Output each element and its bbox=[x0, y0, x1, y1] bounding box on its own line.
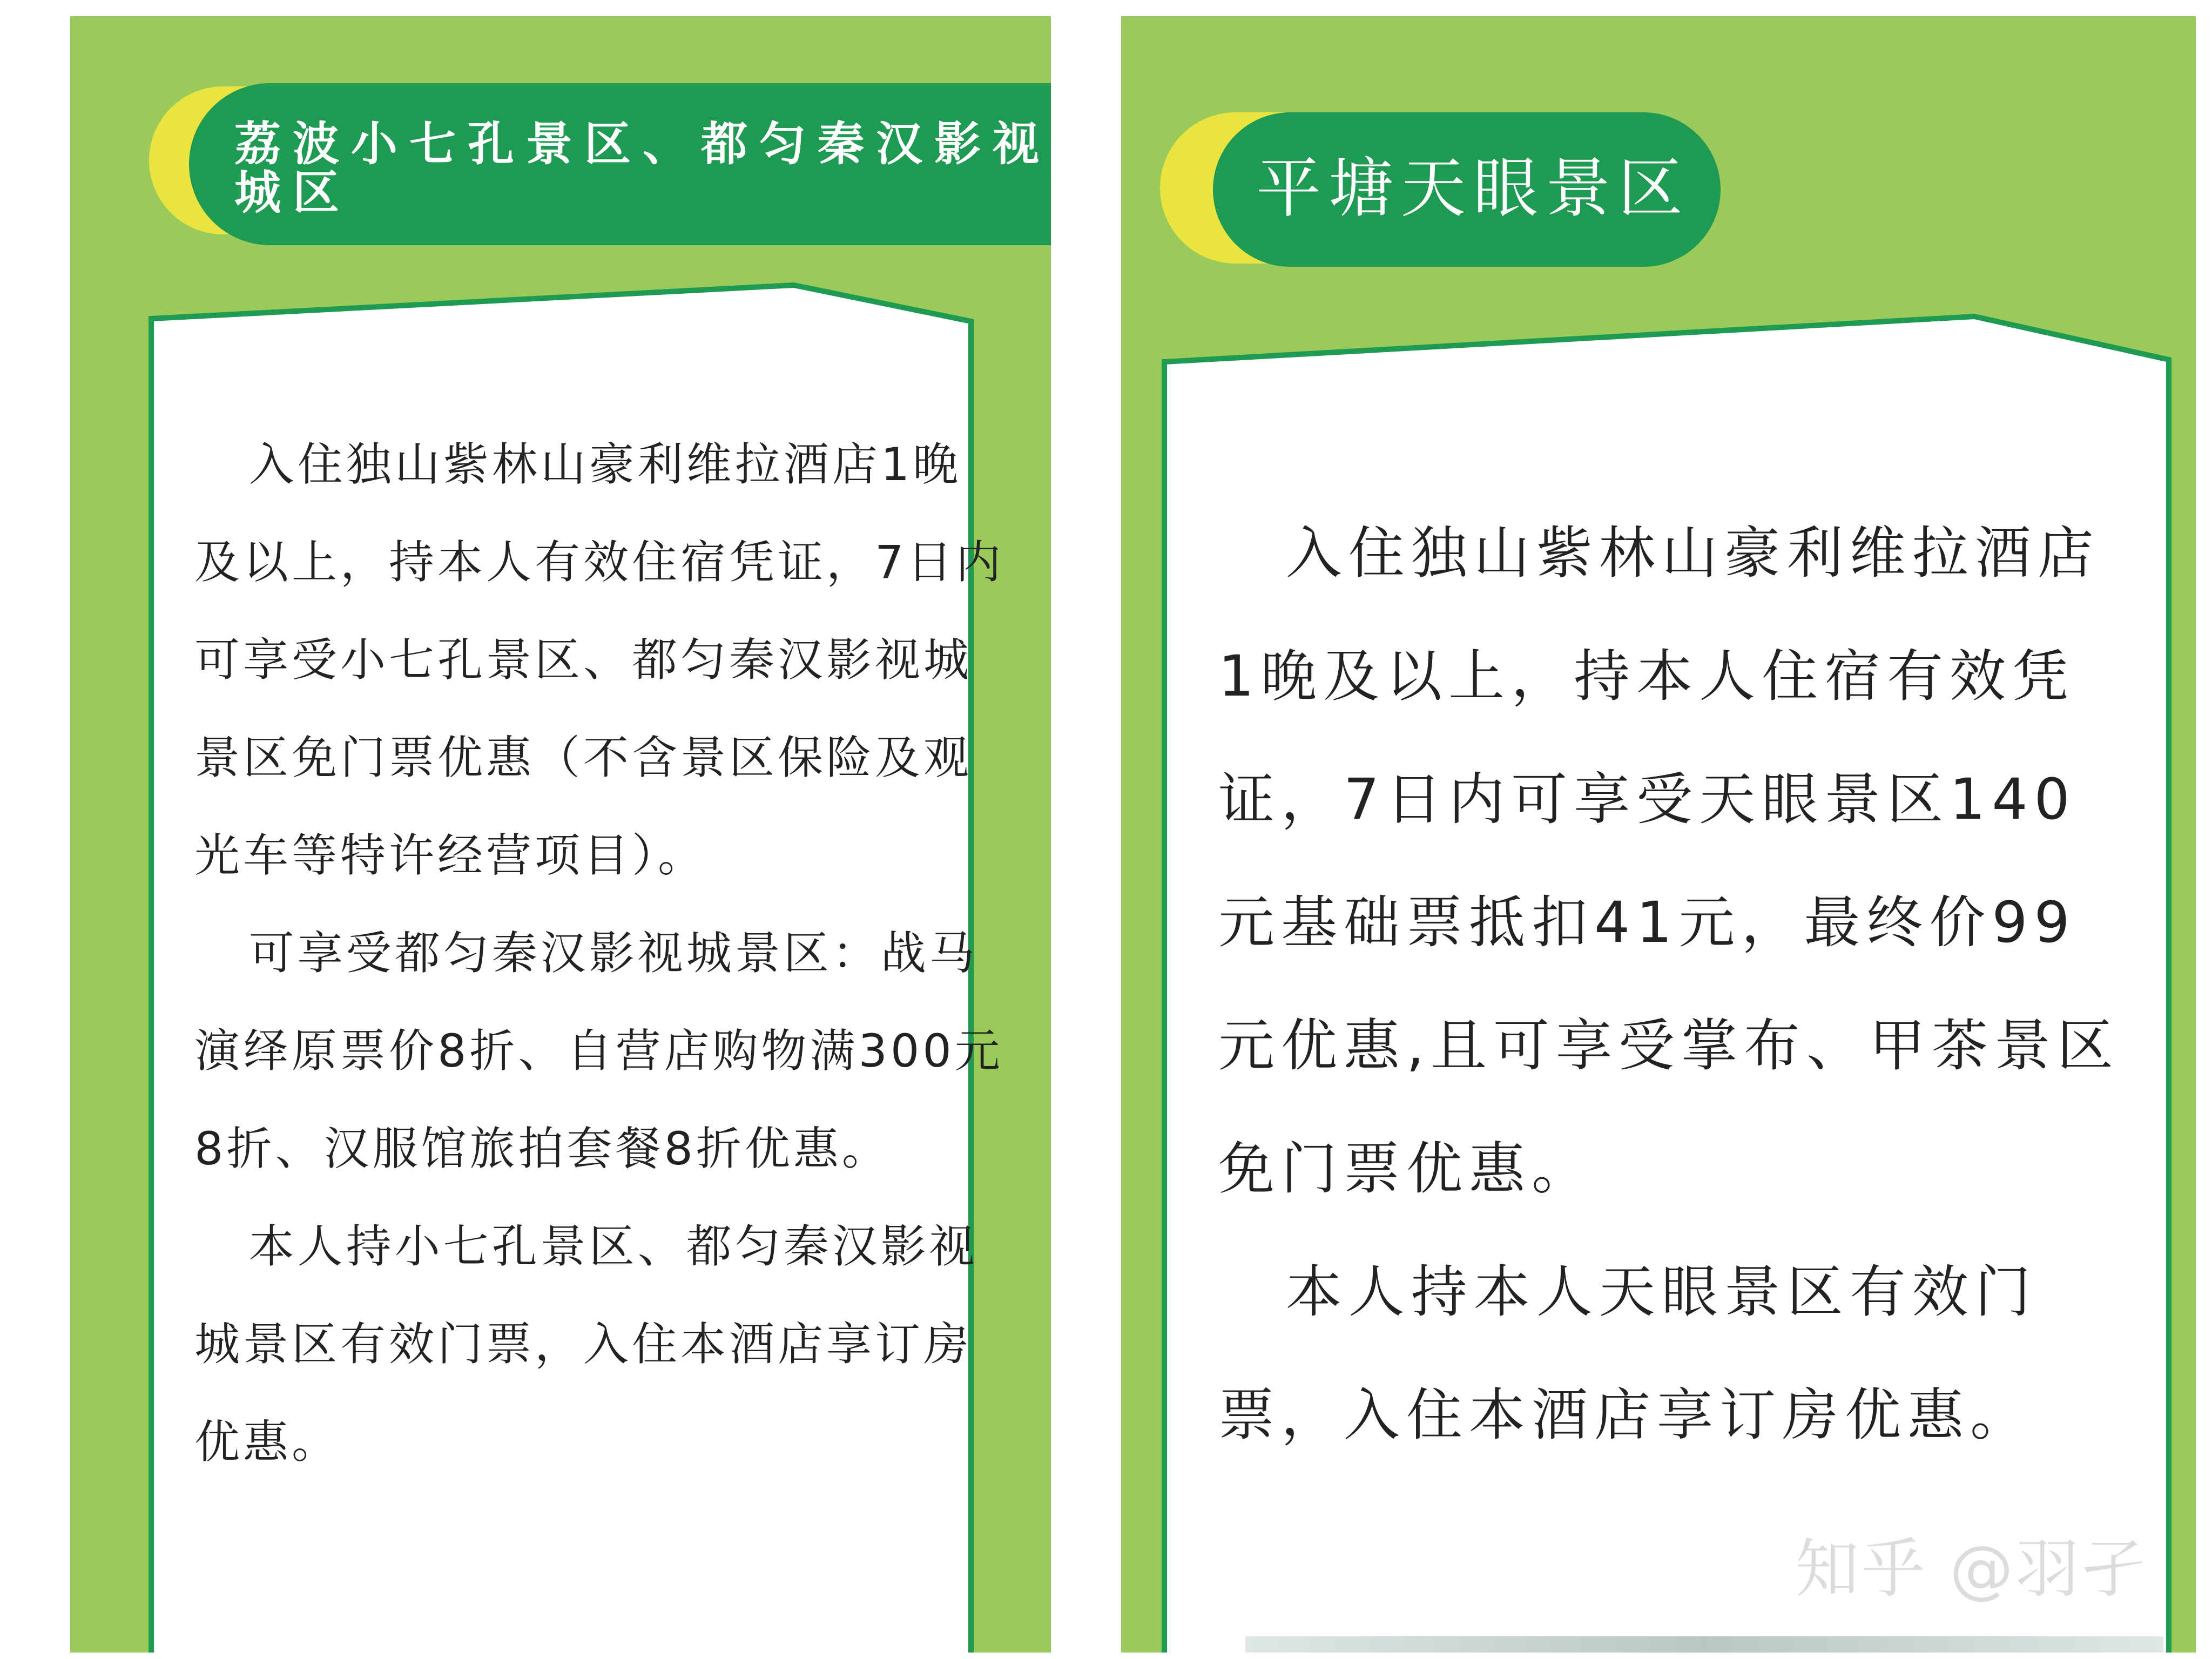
right-paragraph-2: 本人持本人天眼景区有效门票，入住本酒店享订房优惠。 bbox=[1218, 1259, 2038, 1448]
left-title: 荔波小七孔景区、都匀秦汉影视城区 bbox=[189, 83, 1051, 245]
left-paragraph-3: 本人持小七孔景区、都匀秦汉影视城景区有效门票，入住本酒店享订房优惠。 bbox=[194, 1220, 978, 1468]
left-paragraph-2: 可享受都匀秦汉影视城景区：战马演绎原票价8折、自营店购物满300元8折、汉服馆旅拍套餐8折优惠。 bbox=[194, 927, 1003, 1175]
left-paragraph-1: 入住独山紫林山豪利维拉酒店1晚及以上，持本人有效住宿凭证，7日内可享受小七孔景区、都匀秦汉影视城景区免门票优惠（不含景区保险及观光车等特许经营项目）。 bbox=[194, 438, 1004, 882]
left-panel bbox=[70, 16, 1051, 1653]
image-edge-strip bbox=[1245, 1636, 2163, 1653]
right-title: 平塘天眼景区 bbox=[1213, 112, 1721, 267]
right-paragraph-1: 入住独山紫林山豪利维拉酒店1晚及以上，持本人住宿有效凭证，7日内可享受天眼景区140元基础票抵扣41元，最终价99元优惠,且可享受掌布、甲茶景区免门票优惠。 bbox=[1218, 520, 2120, 1202]
watermark: 知乎 @羽孑 bbox=[1795, 1532, 2147, 1606]
right-body-text bbox=[1218, 491, 2131, 1476]
left-body-text bbox=[194, 416, 1004, 1491]
right-panel bbox=[1121, 16, 2196, 1653]
